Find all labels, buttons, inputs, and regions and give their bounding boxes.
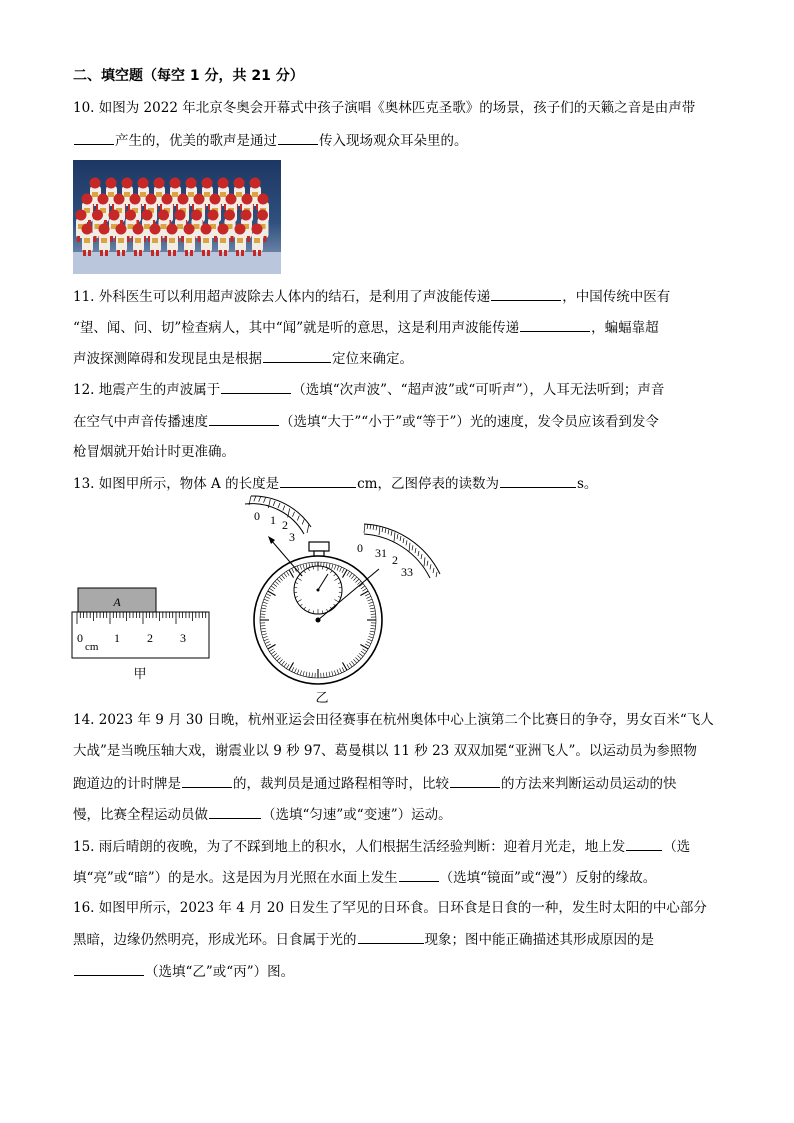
answer-blank[interactable]	[500, 473, 576, 488]
q15-line1	[73, 836, 690, 857]
q10-text-a: 产生的，优美的歌声是通过	[115, 133, 277, 149]
q11-text-c: “望、闻、问、切”检查病人，其中“闻”就是听的意思，这是利用声波能传递	[73, 320, 520, 336]
child-hat	[99, 224, 110, 235]
answer-blank[interactable]	[450, 773, 500, 788]
answer-blank[interactable]	[74, 961, 144, 976]
child-hat	[235, 224, 246, 235]
child-hat	[138, 178, 149, 189]
child-hat	[170, 178, 181, 189]
q12-line1	[73, 379, 664, 400]
q13-line1	[73, 473, 597, 494]
ruler-tick-1: 1	[114, 631, 120, 645]
child-hat	[191, 210, 202, 221]
answer-blank[interactable]	[74, 130, 114, 145]
q13-text-c: s。	[576, 476, 598, 492]
outer-scale-2: 2	[392, 553, 398, 567]
child-hat	[226, 194, 237, 205]
stopwatch	[245, 496, 440, 706]
answer-blank[interactable]	[280, 473, 356, 488]
ruler-unit: cm	[85, 641, 99, 653]
child-hat	[218, 178, 229, 189]
q13-text-a: 13. 如图甲所示，物体 A 的长度是	[73, 476, 280, 492]
child-hat	[186, 178, 197, 189]
child-hat	[252, 224, 263, 235]
child-hat	[167, 224, 178, 235]
stopwatch-crown	[309, 542, 329, 551]
ruler-tick-3: 3	[180, 631, 186, 645]
child-hat	[218, 224, 229, 235]
q11-text-b: ，中国传统中医有	[562, 289, 671, 305]
child-hat	[154, 178, 165, 189]
q12-text-c: 在空气中声音传播速度	[73, 414, 208, 430]
answer-blank[interactable]	[209, 804, 261, 819]
child-hat	[194, 194, 205, 205]
child-hat	[178, 194, 189, 205]
answer-blank[interactable]	[358, 929, 424, 944]
child-hat	[76, 210, 87, 221]
q16-text-a: 黑暗，边缘仍然明亮，形成光环。日食属于光的	[73, 932, 357, 948]
inner-scale-0: 0	[254, 509, 260, 523]
q13-text-b: cm，乙图停表的读数为	[357, 476, 499, 492]
answer-blank[interactable]	[626, 836, 662, 851]
q14-text-e: （选填“匀速”或“变速”）运动。	[262, 807, 452, 823]
section-title: 二、填空题（每空 1 分，共 21 分）	[73, 68, 304, 84]
q12-text-a: 12. 地震产生的声波属于	[73, 382, 221, 398]
outer-scale-33: 33	[401, 565, 413, 579]
child-hat	[241, 210, 252, 221]
object-a-label: A	[113, 595, 121, 609]
q15-text-b: （选	[663, 839, 691, 855]
q10-line2	[73, 130, 468, 151]
child-hat	[224, 210, 235, 221]
child-hat	[210, 194, 221, 205]
child-hat	[258, 194, 269, 205]
answer-blank[interactable]	[263, 348, 331, 363]
outer-scale-0: 0	[357, 541, 363, 555]
q15-text-a: 15. 雨后晴朗的夜晚，为了不踩到地上的积水，人们根据生活经验判断：迎着月光走，地上发	[73, 839, 626, 855]
child-hat	[82, 194, 93, 205]
q15-line2	[73, 867, 656, 888]
child-hat	[122, 178, 133, 189]
child-hat	[150, 224, 161, 235]
child-hat	[234, 178, 245, 189]
inner-scale-1: 1	[270, 513, 276, 527]
q12-text-d: （选填“大于”“小于”或“等于”）光的速度，发令员应该看到发令	[280, 414, 659, 430]
child-hat	[106, 178, 117, 189]
q12-line2	[73, 411, 659, 432]
child-hat	[175, 210, 186, 221]
q15-text-c: 填“亮”或“暗”）的是水。这是因为月光照在水面上发生	[73, 870, 398, 886]
q15-text-d: （选填“镜面”或“漫”）反射的缘故。	[439, 870, 657, 886]
inner-scale-2: 2	[282, 518, 288, 532]
answer-blank[interactable]	[182, 773, 232, 788]
answer-blank[interactable]	[221, 379, 291, 394]
answer-blank[interactable]	[399, 867, 439, 882]
inner-scale-3: 3	[289, 530, 295, 544]
q14-line3	[73, 773, 677, 794]
ruler-tick-2: 2	[147, 631, 153, 645]
answer-blank[interactable]	[491, 286, 561, 301]
child-hat	[202, 178, 213, 189]
child-hat	[130, 194, 141, 205]
q11-line3	[73, 348, 413, 369]
q10-text-b: 传入现场观众耳朵里的。	[319, 133, 468, 149]
q12-text-b: （选填“次声波”、“超声波”或“可听声”），人耳无法听到；声音	[292, 382, 665, 398]
child-hat	[116, 224, 127, 235]
child-hat	[250, 178, 261, 189]
child-hat	[142, 210, 153, 221]
q11-text-a: 11. 外科医生可以利用超声波除去人体内的结石，是利用了声波能传递	[73, 289, 491, 305]
q13-figure	[68, 494, 448, 706]
child-hat	[109, 210, 120, 221]
q16-text-c: （选填“乙”或“丙”）图。	[145, 964, 295, 980]
child-hat	[82, 224, 93, 235]
q16-line2	[73, 929, 654, 950]
child-hat	[242, 194, 253, 205]
q14-line4	[73, 804, 452, 825]
q14-text-b: 的，裁判员是通过路程相等时，比较	[233, 776, 449, 792]
q12-line3: 枪冒烟就开始计时更准确。	[73, 444, 235, 460]
choir-photo	[73, 160, 281, 274]
label-jia: 甲	[133, 667, 147, 682]
child-hat	[98, 194, 109, 205]
child-hat	[146, 194, 157, 205]
q16-text-b: 现象；图中能正确描述其形成原因的是	[424, 932, 654, 948]
q11-text-f: 定位来确定。	[332, 351, 413, 367]
q14-line2: 大战”是当晚压轴大戏，谢震业以 9 秒 97、葛曼棋以 11 秒 23 双双加冕“亚洲飞人”。以运动员为参照物	[73, 743, 697, 759]
ruler	[72, 588, 209, 682]
q11-line2	[73, 317, 659, 338]
child-hat	[184, 224, 195, 235]
child-hat	[201, 224, 212, 235]
q11-text-e: 声波探测障碍和发现昆虫是根据	[73, 351, 262, 367]
child-hat	[90, 178, 101, 189]
q14-text-a: 跑道边的计时牌是	[73, 776, 181, 792]
q14-text-c: 的方法来判断运动员运动的快	[501, 776, 677, 792]
answer-blank[interactable]	[278, 130, 318, 145]
q11-line1	[73, 286, 670, 307]
child-hat	[208, 210, 219, 221]
q14-text-d: 慢，比赛全程运动员做	[73, 807, 208, 823]
answer-blank[interactable]	[520, 317, 590, 332]
ruler-tick-0: 0	[77, 631, 83, 645]
q16-line1: 16. 如图甲所示，2023 年 4 月 20 日发生了罕见的日环食。日环食是日食的一种，发生时太阳的中心部分	[73, 900, 707, 916]
child-hat	[162, 194, 173, 205]
q11-text-d: ，蝙蝠靠超	[591, 320, 659, 336]
q14-line1: 14. 2023 年 9 月 30 日晚，杭州亚运会田径赛事在杭州奥体中心上演第二个比赛日的争夺，男女百米“飞人	[73, 712, 714, 728]
child-hat	[257, 210, 268, 221]
answer-blank[interactable]	[209, 411, 279, 426]
outer-scale-31: 31	[375, 546, 387, 560]
child-hat	[133, 224, 144, 235]
child-hat	[125, 210, 136, 221]
label-yi: 乙	[315, 691, 329, 706]
child-hat	[114, 194, 125, 205]
q10-line1: 10. 如图为 2022 年北京冬奥会开幕式中孩子演唱《奥林匹克圣歌》的场景，孩子们的天籁之音是由声带	[73, 100, 696, 116]
child-hat	[158, 210, 169, 221]
q16-line3	[73, 961, 294, 982]
child-hat	[92, 210, 103, 221]
